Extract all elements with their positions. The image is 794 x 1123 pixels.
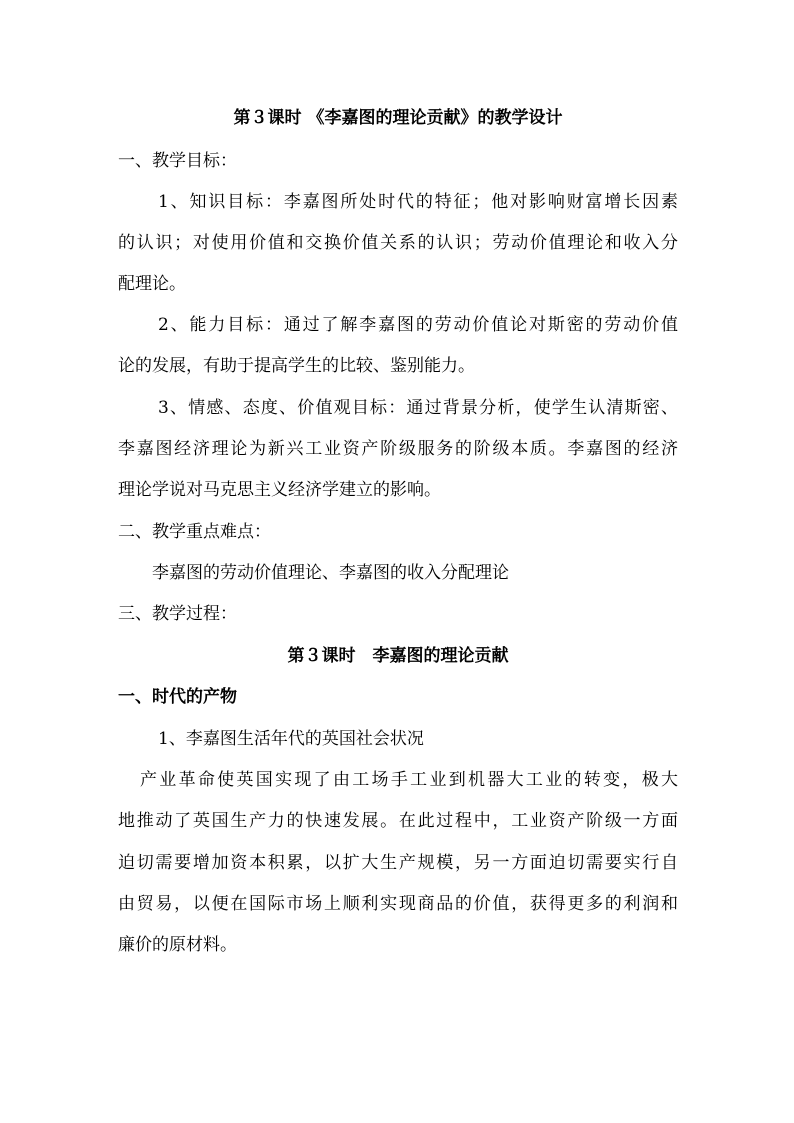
ability-goal-line-2: 论的发展，有助于提高学生的比较、鉴别能力。 [118,356,475,376]
knowledge-goal-line-2: 的认识；对使用价值和交换价值关系的认识；劳动价值理论和收入分 [118,233,678,253]
emotion-goal-line-1: 3、情感、态度、价值观目标：通过背景分析，使学生认清斯密、 [158,398,678,418]
section-heading-teaching-goals: 一、教学目标： [118,151,237,171]
paragraph-line-2: 地推动了英国生产力的快速发展。在此过程中，工业资产阶级一方面 [118,811,678,831]
ability-goal-line-1: 2、能力目标：通过了解李嘉图的劳动价值论对斯密的劳动价值 [158,315,678,335]
subheading-british-society: 1、李嘉图生活年代的英国社会状况 [158,729,424,749]
paragraph-line-5: 廉价的原材料。 [118,935,237,955]
knowledge-goal-line-1: 1、知识目标：李嘉图所处时代的特征；他对影响财富增长因素 [158,192,678,212]
paragraph-line-1: 产业革命使英国实现了由工场手工业到机器大工业的转变，极大 [140,770,678,790]
knowledge-goal-line-3: 配理论。 [118,274,186,294]
emotion-goal-line-3: 理论学说对马克思主义经济学建立的影响。 [118,480,441,500]
key-points-content: 李嘉图的劳动价值理论、李嘉图的收入分配理论 [152,563,509,583]
paragraph-line-4: 由贸易，以便在国际市场上顺利实现商品的价值，获得更多的利润和 [118,894,678,914]
document-title: 第３课时 《李嘉图的理论贡献》的教学设计 [233,108,563,128]
section-heading-teaching-process: 三、教学过程： [118,604,237,624]
paragraph-line-3: 迫切需要增加资本积累，以扩大生产规模，另一方面迫切需要实行自 [118,853,678,873]
section-heading-key-points: 二、教学重点难点： [118,522,271,542]
part-heading-era-product: 一、时代的产物 [118,687,237,707]
lesson-title: 第３课时 李嘉图的理论贡献 [287,646,509,666]
emotion-goal-line-2: 李嘉图经济理论为新兴工业资产阶级服务的阶级本质。李嘉图的经济 [118,439,678,459]
